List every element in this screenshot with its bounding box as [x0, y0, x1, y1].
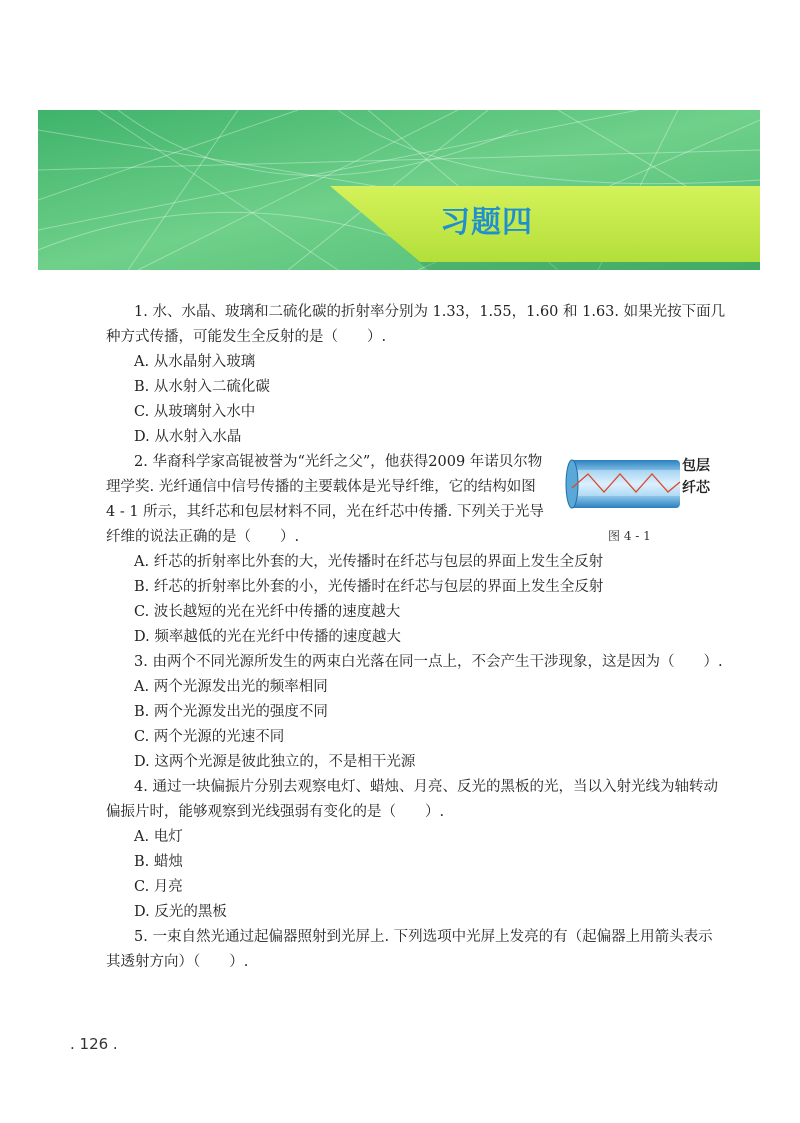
- question-stem: 3. 由两个不同光源所发生的两束白光落在同一点上，不会产生干涉现象，这是因为（ ）.: [134, 654, 723, 670]
- option-b: B. 从水射入二硫化碳: [134, 379, 270, 395]
- optical-fiber-diagram: [564, 452, 684, 516]
- question-stem: 2. 华裔科学家高锟被誉为“光纤之父”，他获得2009 年诺贝尔物理学奖. 光纤通信中信号传播的主要载体是光导纤维，它的结构如图 4 - 1 所示，其纤芯和包层材料不同，光在纤芯中传播. 下列关于光导纤维的说法正确的是（ ）.: [106, 454, 544, 545]
- option-d: D. 这两个光源是彼此独立的，不是相干光源: [134, 754, 416, 770]
- question-stem: 1. 水、水晶、玻璃和二硫化碳的折射率分别为 1.33，1.55，1.60 和 1.63. 如果光按下面几种方式传播，可能发生全反射的是（ ）.: [106, 304, 726, 345]
- option-c: C. 两个光源的光速不同: [134, 729, 285, 745]
- question-3: [106, 650, 726, 775]
- exercise-content: [106, 300, 726, 975]
- option-c: C. 波长越短的光在光纤中传播的速度越大: [134, 604, 401, 620]
- option-c: C. 月亮: [134, 879, 183, 895]
- banner-graphic: [38, 110, 760, 270]
- question-5: [106, 925, 726, 975]
- option-d: D. 频率越低的光在光纤中传播的速度越大: [134, 629, 401, 645]
- option-a: A. 从水晶射入玻璃: [134, 354, 256, 370]
- option-d: D. 从水射入水晶: [134, 429, 242, 445]
- question-stem: 4. 通过一块偏振片分别去观察电灯、蜡烛、月亮、反光的黑板的光，当以入射光线为轴转动偏振片时，能够观察到光线强弱有变化的是（ ）.: [106, 779, 718, 820]
- option-b: B. 蜡烛: [134, 854, 183, 870]
- figure-caption: 图 4 - 1: [608, 529, 651, 543]
- question-4: [106, 775, 726, 925]
- figure-optical-fiber: [564, 452, 714, 542]
- option-a: A. 电灯: [134, 829, 183, 845]
- option-d: D. 反光的黑板: [134, 904, 227, 920]
- option-b: B. 两个光源发出光的强度不同: [134, 704, 328, 720]
- option-b: B. 纤芯的折射率比外套的小，光传播时在纤芯与包层的界面上发生全反射: [134, 579, 604, 595]
- label-cladding: 包层: [682, 458, 710, 474]
- chapter-banner: [38, 110, 760, 270]
- question-2: [106, 450, 726, 650]
- label-core: 纤芯: [682, 480, 710, 496]
- option-a: A. 纤芯的折射率比外套的大，光传播时在纤芯与包层的界面上发生全反射: [134, 554, 604, 570]
- question-1: [106, 300, 726, 450]
- option-a: A. 两个光源发出光的频率相同: [134, 679, 328, 695]
- option-c: C. 从玻璃射入水中: [134, 404, 256, 420]
- page-number: . 126 .: [70, 1035, 118, 1053]
- page-title: 习题四: [440, 205, 533, 240]
- question-stem: 5. 一束自然光通过起偏器照射到光屏上. 下列选项中光屏上发亮的有（起偏器上用箭头表示其透射方向）（ ）.: [106, 929, 713, 970]
